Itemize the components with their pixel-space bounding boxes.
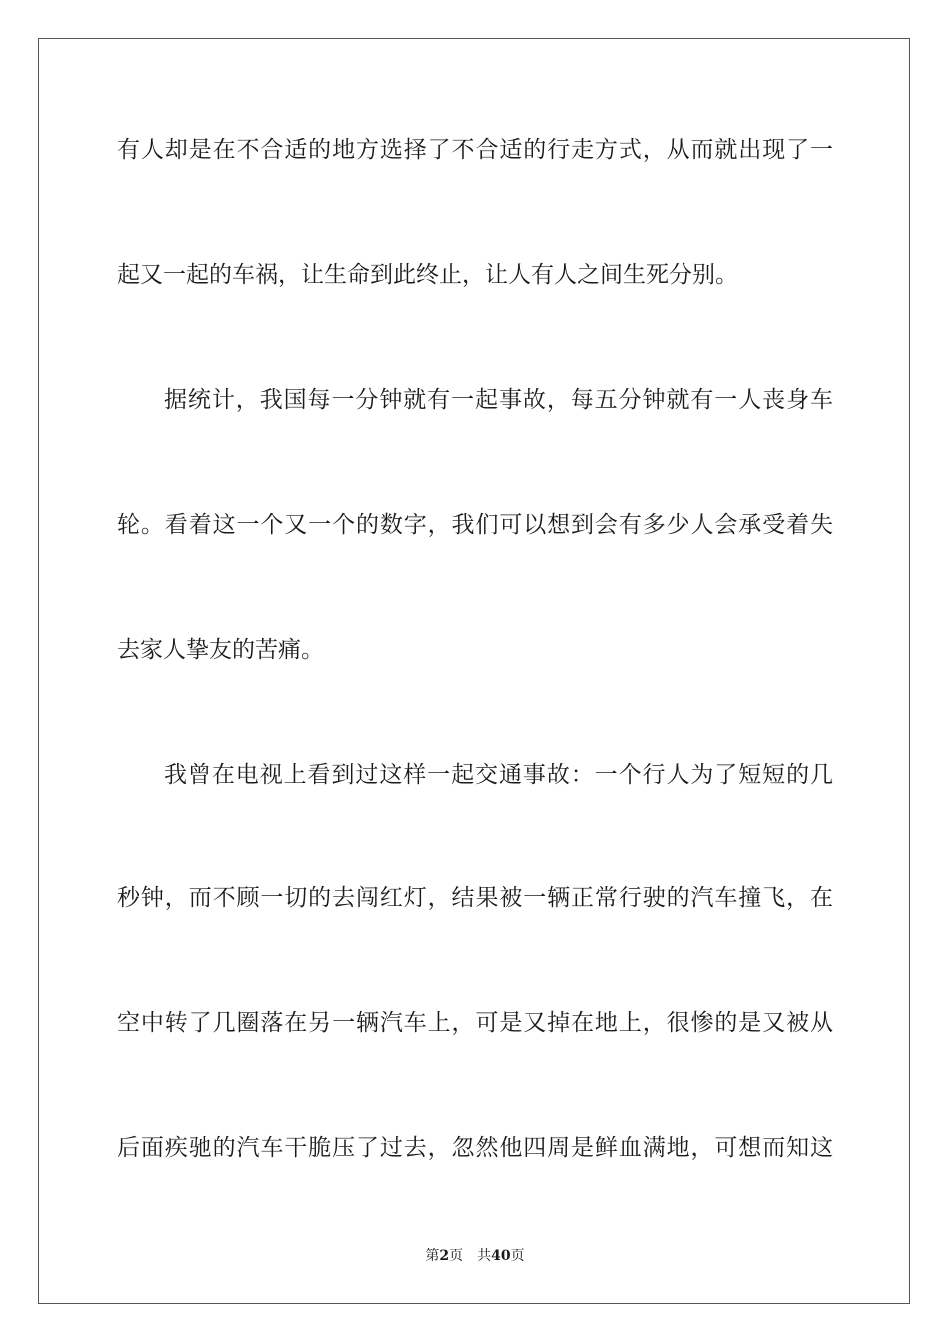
page-border (38, 38, 910, 1304)
paragraph-line: 去家人挚友的苦痛。 (117, 637, 324, 663)
page-footer (0, 1247, 950, 1265)
page-number: 2 (439, 1248, 450, 1264)
paragraph-line: 秒钟，而不顾一切的去闯红灯，结果被一辆正常行驶的汽车撞飞，在 (117, 885, 833, 911)
total-pages: 40 (491, 1248, 511, 1264)
page-suffix: 页 (449, 1248, 464, 1264)
paragraph-line: 轮。看着这一个又一个的数字，我们可以想到会有多少人会承受着失 (117, 512, 833, 538)
total-suffix: 页 (510, 1248, 525, 1264)
paragraph-line: 据统计，我国每一分钟就有一起事故，每五分钟就有一人丧身车 (164, 387, 833, 413)
paragraph-line: 有人却是在不合适的地方选择了不合适的行走方式，从而就出现了一 (117, 137, 833, 163)
total-prefix: 共 (477, 1248, 492, 1264)
paragraph-line: 起又一起的车祸，让生命到此终止，让人有人之间生死分别。 (117, 262, 738, 288)
page-prefix: 第 (425, 1248, 440, 1264)
paragraph-line: 我曾在电视上看到过这样一起交通事故：一个行人为了短短的几 (164, 762, 833, 788)
paragraph-line: 空中转了几圈落在另一辆汽车上，可是又掉在地上，很惨的是又被从 (117, 1010, 833, 1036)
paragraph-line: 后面疾驰的汽车干脆压了过去，忽然他四周是鲜血满地，可想而知这 (117, 1135, 833, 1161)
